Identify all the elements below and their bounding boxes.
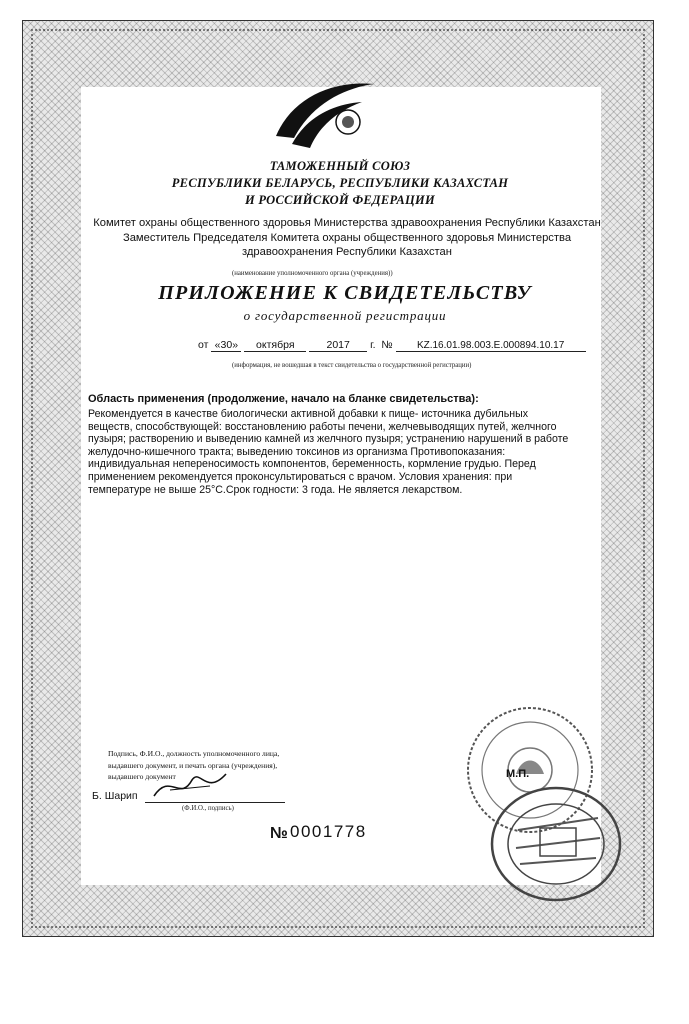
union-line-3: И РОССИЙСКОЙ ФЕДЕРАЦИИ [244,193,436,207]
scope-line: веществ, способствующей: восстановлению работы печени, желчевыводящих путей, желчного [88,420,557,433]
registration-day: 30 [220,339,233,351]
authority-caption: (наименование уполномоченного органа (учреждения)) [232,270,393,277]
signer-name: Б. Шарип [92,790,138,802]
form-number-sign: № [270,825,289,842]
scope-line: пузыря; растворению и выведению камней из желчного пузыря; устранению нарушений в работе [88,433,569,446]
signature-label-line: выдавшего документ [108,772,176,781]
signature-label-line: Подпись, Ф.И.О., должность уполномоченного лица, [108,749,280,758]
rectangular-stamp-icon [478,778,628,908]
scope-line: температуре не выше 25°С.Срок годности: 3 года. Не является лекарством. [88,483,463,496]
union-line-2: РЕСПУБЛИКИ БЕЛАРУСЬ, РЕСПУБЛИКИ КАЗАХСТАН [171,176,509,190]
form-number: 0001778 [290,822,367,841]
eurasian-emblem-icon [262,78,382,154]
scope-text [88,408,593,496]
issuing-authority [82,216,612,260]
registration-line: от «30» октября 2017 г. № KZ.16.01.98.003.E.000894.10.17 [198,339,586,352]
scope-line: индивидуальная непереносимость компонентов, беременность, кормление грудью. Перед [88,458,536,471]
scope-line: применением рекомендуется проконсультироваться с врачом. Условия хранения: при [88,470,513,483]
year-suffix: г. [370,339,376,351]
committee-line-2: Заместитель Председателя Комитета охраны общественного здоровья Министерства [122,231,572,244]
customs-union-title [150,158,530,209]
union-line-1: ТАМОЖЕННЫЙ СОЮЗ [269,159,411,173]
date-prefix: от [198,339,209,351]
document-heading: ПРИЛОЖЕНИЕ К СВИДЕТЕЛЬСТВУ [158,282,532,304]
registration-number: KZ.16.01.98.003.E.000894.10.17 [396,340,586,352]
stamp-place: М.П. [506,768,530,780]
scope-line: Рекомендуется в качестве биологически активной добавки к пище- источника дубильных [88,408,528,420]
committee-line-3: здравоохранения Республики Казахстан [242,246,452,258]
document-subheading: о государственной регистрации [243,308,447,323]
signature-line [145,802,285,803]
scope-title: Область применения (продолжение, начало на бланке свидетельства): [88,393,479,405]
signer-caption: (Ф.И.О., подпись) [182,805,234,812]
registration-caption: (информация, не вошедшая в текст свидетельства о государственной регистрации) [232,362,472,369]
registration-year: 2017 [309,339,367,352]
number-sign: № [381,339,393,351]
scope-line: желудочно-кишечного тракта; выведению токсинов из организма Противопоказания: [88,445,506,458]
committee-line-1: Комитет охраны общественного здоровья Министерства здравоохранения Республики Казахстан [93,217,601,229]
signature-label-line: выдавшего документ, и печать органа (учреждения), [108,760,278,770]
registration-month: октября [244,339,306,352]
handwritten-signature-icon [150,766,230,806]
